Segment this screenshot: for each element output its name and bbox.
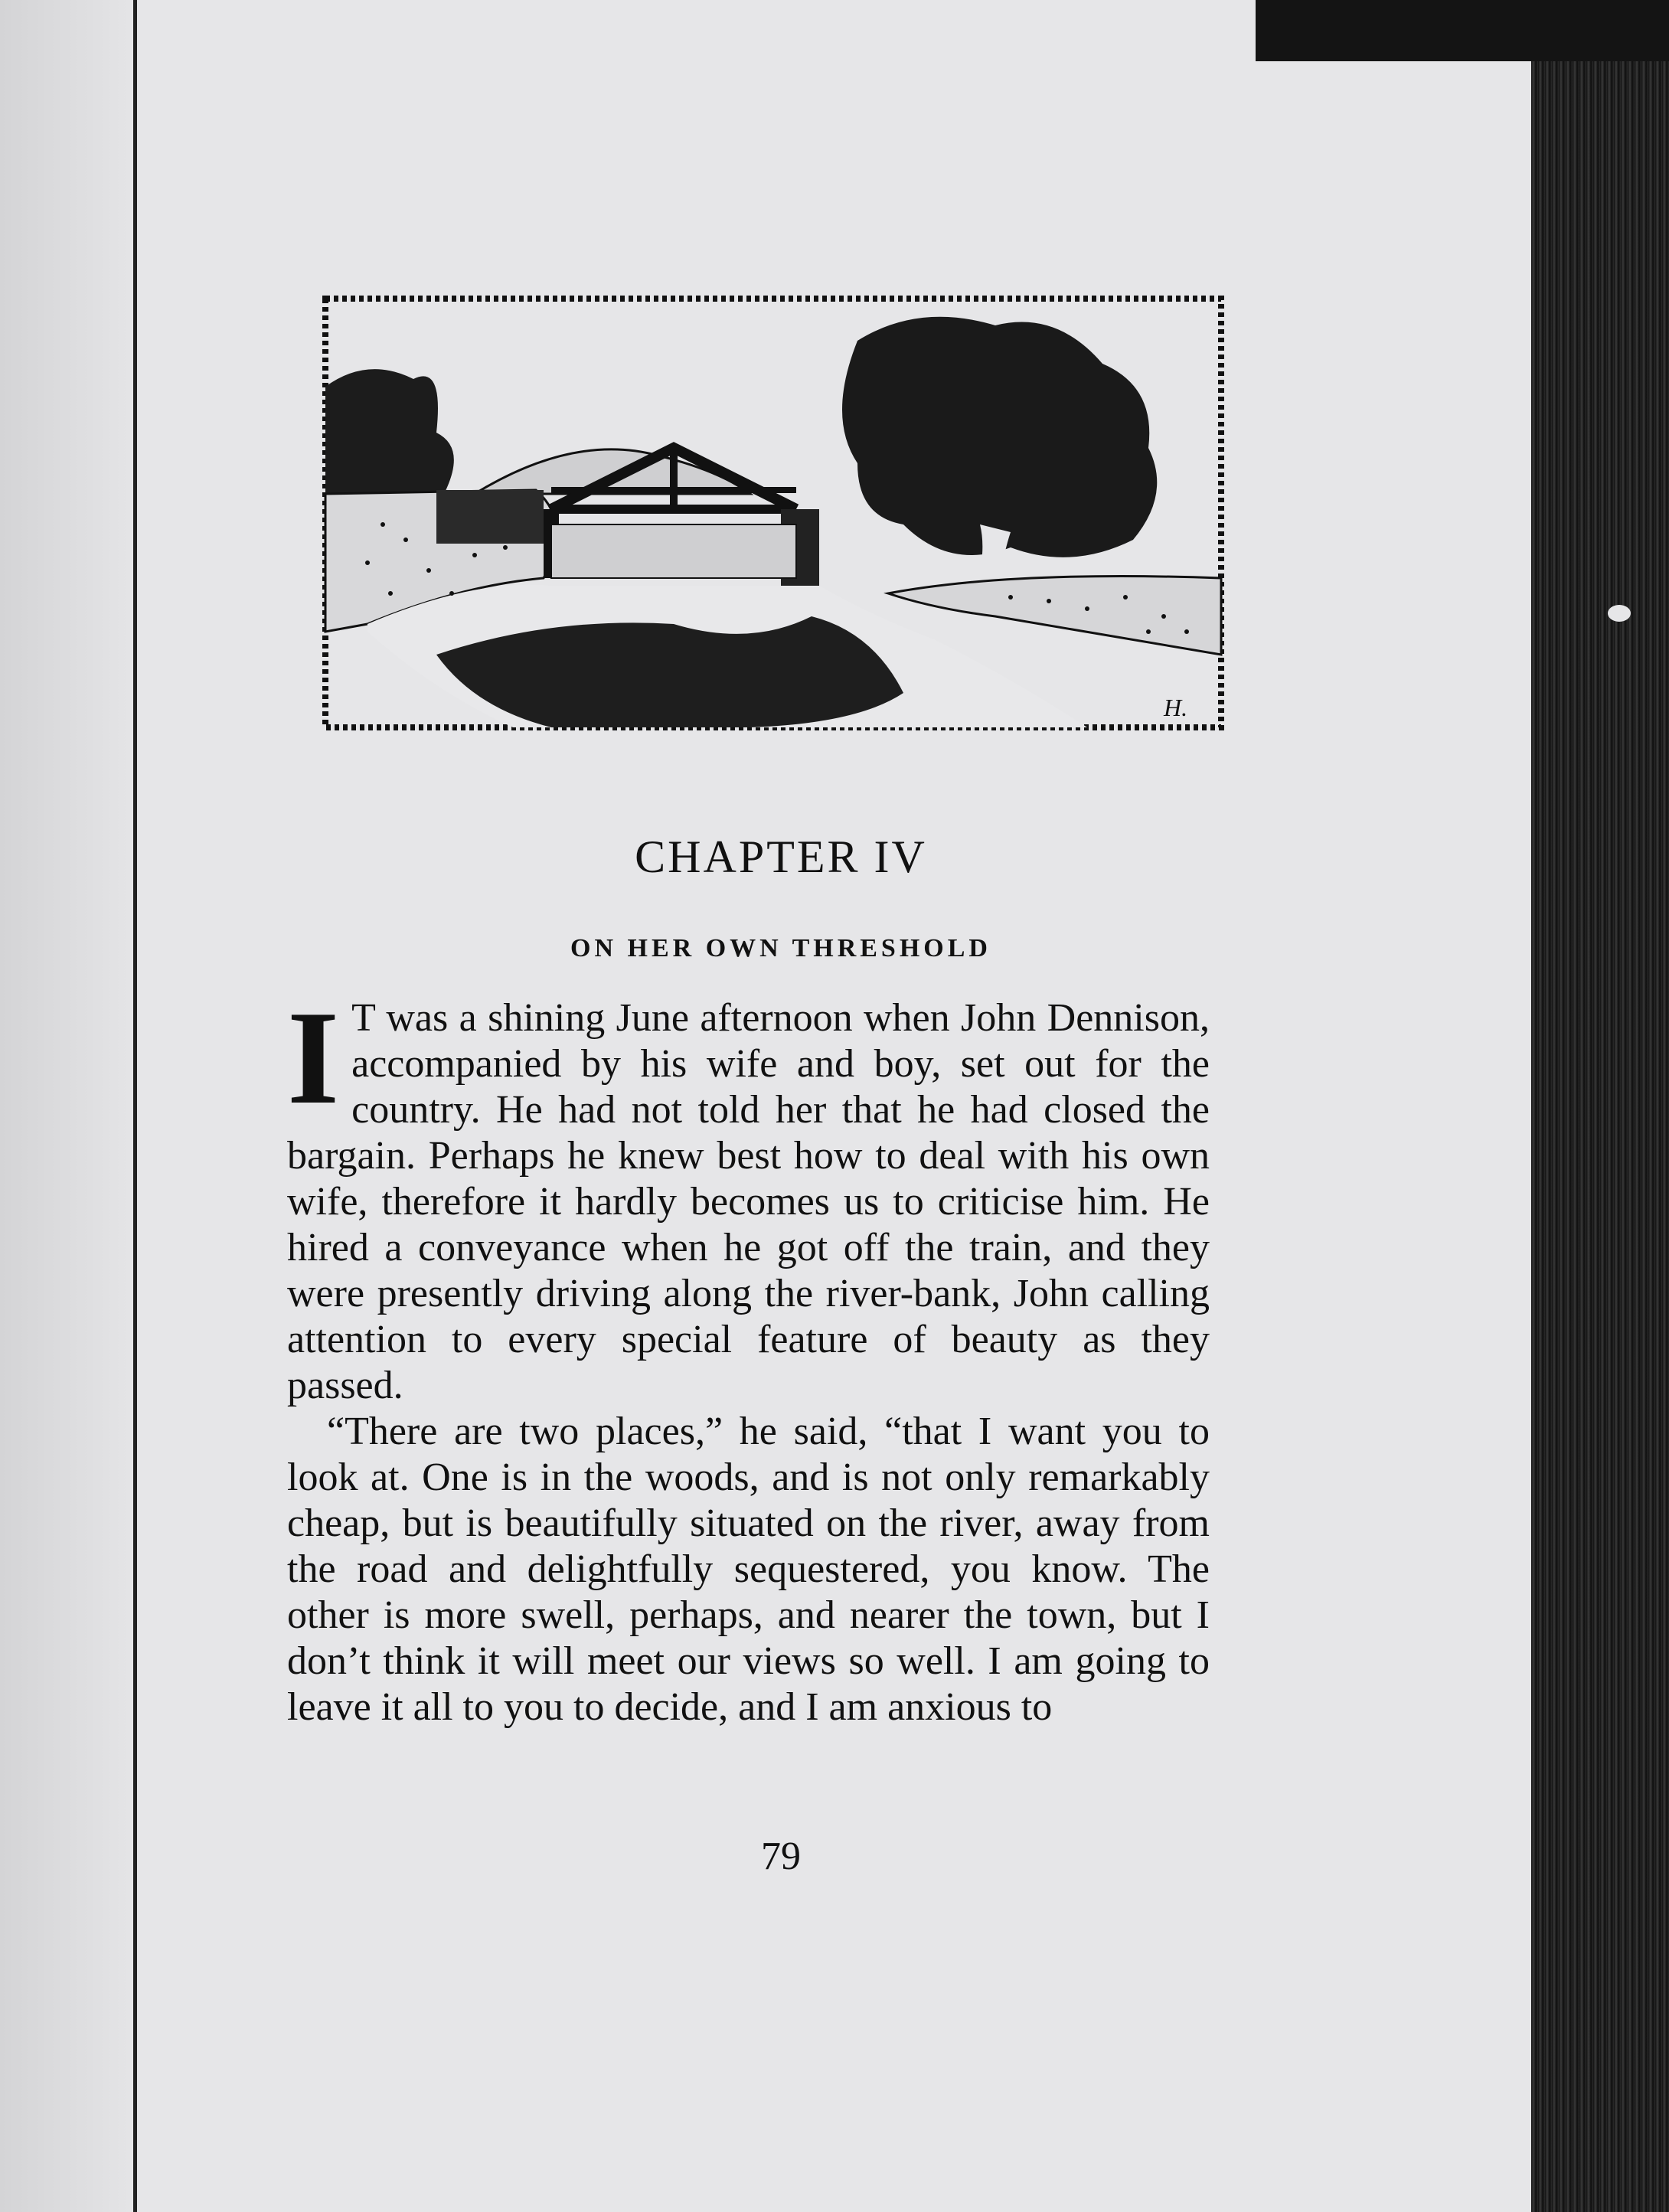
illustration-signature: H.: [1164, 694, 1188, 721]
gutter-line: [133, 0, 137, 2212]
paragraph-1-text: T was a shining June afternoon when John Dennison, accompanied by his wife and boy, set out for the country. He had not told her that he had closed the bargain. Perhaps he knew best how to deal with his own wife, therefore it hardly becomes us to criticise him. He hired a conveyance when he got off the train, and they were presently driving along the river-bank, John calling attention to every special feature of beauty as they passed.: [287, 996, 1210, 1407]
paragraph-1: [287, 983, 1210, 1409]
body-text: [287, 983, 1210, 1730]
paragraph-2: “There are two places,” he said, “that I want you to look at. One is in the woods, and is not only remarkably cheap, but is beautifully situated on the river, away from the road and delightfully sequestered, you know. The other is more swell, perhaps, and nearer the town, but I don’t think it will meet our views so well. I am going to leave it all to you to decide, and I am anxious to: [287, 1410, 1210, 1729]
chapter-illustration: [322, 295, 1225, 739]
page-speck: [1608, 605, 1631, 622]
top-dark-band: [1256, 0, 1669, 61]
chapter-subtitle: ON HER OWN THRESHOLD: [570, 934, 991, 962]
left-page-edge: [0, 0, 130, 2212]
right-page-stack: [1531, 61, 1669, 2212]
drop-cap: I: [287, 983, 340, 1132]
chapter-title: CHAPTER IV: [635, 832, 927, 882]
page-number: 79: [761, 1835, 801, 1878]
